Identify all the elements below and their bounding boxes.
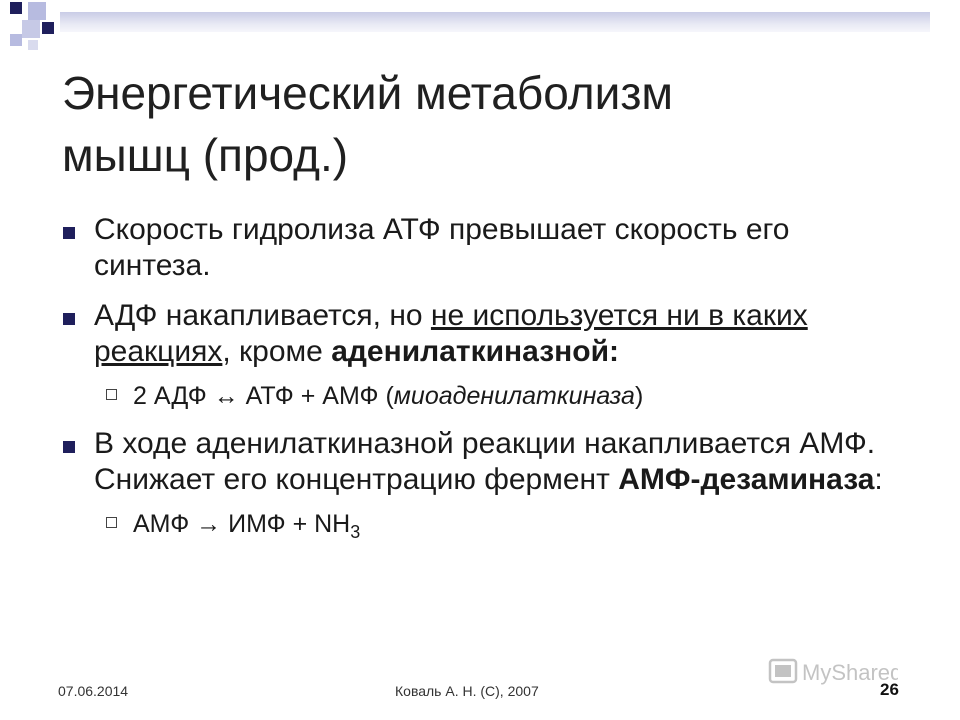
bullet-text-end: : [874,463,883,496]
deco-square-light [22,20,40,38]
bullet-text: АДФ накапливается, но [94,299,431,332]
sub-bullet-reaction-1 [60,380,910,412]
square-bullet-icon [63,227,75,239]
title-line-2: мышц (прод.) [62,129,349,181]
underlined-text: не используется ни в каких реакциях [94,299,808,368]
subscript: 3 [350,522,361,542]
bullet-text: , кроме [222,335,332,368]
hollow-square-bullet-icon [106,517,117,528]
deco-square-light [28,40,38,50]
bold-text: АМФ-дезаминаза [618,463,875,496]
bullet-text: В ходе аденилаткиназной реакции накапливается АМФ. Снижает его концентрацию фермент [94,427,876,496]
bullet-hydrolysis [60,212,910,284]
header-band [60,12,930,32]
bold-text: аденилаткиназной: [331,335,620,368]
deco-square-dark [10,2,22,14]
sub-bullet-reaction-2 [60,508,910,548]
footer-author: Коваль А. Н. (С), 2007 [395,683,539,699]
watermark [768,652,898,692]
title-line-1: Энергетический метаболизм [62,67,674,119]
square-bullet-icon [63,441,75,453]
watermark-text: MyShared [802,660,898,685]
myshared-logo-icon [768,652,898,692]
bullet-adp [60,298,910,370]
deco-square-light [28,2,46,20]
enzyme-name: миоаденилаткиназа [393,382,635,410]
deco-square-light [10,34,22,46]
reaction-text-end: ) [634,382,644,410]
reaction-text: АМФ → ИМФ + NH [133,510,351,538]
deco-square-dark [42,22,54,34]
slide-title [62,62,922,186]
footer-date: 07.06.2014 [58,683,129,699]
square-bullet-icon [63,313,75,325]
bullet-text: Скорость гидролиза АТФ превышает скорость его синтеза. [94,213,790,282]
bullet-amp [60,426,910,498]
slide-content [60,212,910,562]
slide-number: 26 [880,680,899,699]
hollow-square-bullet-icon [106,389,117,400]
reaction-text: 2 АДФ ↔ АТФ + АМФ ( [133,382,394,410]
